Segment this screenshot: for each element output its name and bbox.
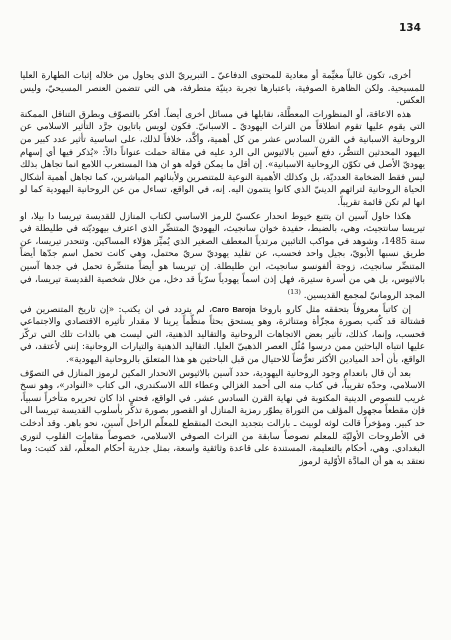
paragraph-text: ، لم يتردد في ان يكتب: «إن تاريخ المتنصرين في قشتالة قد كُتب بصورة مجزّأة ومتناثرة، وهو يستحق بحثاً منظّماً يرينا لا مقدار تأثيره الاقتصادي والاجتماعي فحسب، وإنما، كذلك، تأثير بعض الاتجاهات الروحانية والتقاليد الذهنية، التي ليست هي بالذات تلك التي تركّز عليها انتباه الباحثين ممن درسوا مُثُل العصر الذهبيّ العليا. التقاليد الذهنية والتيارات الروحانية: إنني لأعتقد، في الواقع، بأن أحد الميادين الأكثر تعرُّضاً للاحتيال من قبل الباحثين هو هذا المتعلق بالروحانية اليهودية».: [20, 304, 425, 366]
latin-name: Caro Baroja: [212, 304, 256, 314]
footnote-marker: (13): [287, 288, 301, 297]
paragraph: [20, 70, 425, 108]
page-number: 134: [399, 22, 421, 34]
paragraph-text: هكذا حاول آسين ان يتتبع خيوط انحدار عكسيّ للرمز الاساسي لكتاب المنازل للقديسة تيريسا دا بيلا، او تيريسا سانتجيث، وهي، بالضبط، حفيدة خوان سانجيث، اليهوديّ المتنصِّر الذي اعترف بيهوديّته في طليطلة في سنة 1485، وشوهد في مواكب التائبين مرتدياً المعطف الصغير الذي يُميِّز هؤلاء المساكين. وتنحدر تيريسا، عن طريق نسبها الأبويّ، بجيل واحد فحسب، عن تقليد يهوديّ سريّ محتمل، وهي كانت تحمل اسم جدّها أيضاً المتنصِّر سانجيث، زوجة ألفونسو سانجيث، ابن طليطلة. إن تيريسا هو أيضاً متنصِّرة تحمل في جدها آسين بالاثيوس، بل هي من أسرة ستيرة، فهل إذن اسماً يهودياً سرّياً قد دخل، من خلال شخصية القديسة تيريسا، في المجد الرومانيّ لمجمع القديسين.: [20, 211, 426, 302]
paragraph: [20, 368, 425, 469]
paragraph-text: هذه الاعاقة، أو المنظورات المعطَّلة، نقابلها في مسائل أخرى أيضاً. أفكر بالتصوّف وبطرق التناقل الممكنة التي يقوم عليها تقوم انطلاقاً من التراث اليهوديّ ـ الاسبانيّ. فكون لويس باتايون جرَّد التأثير الاسلامي عن الروحانية الاسبانية في القرن السادس عشر من كل أهمية، وأكَّد، خلافاً لذلك، على اساسية تأثير عدد كبير من اليهود المحدثين التنصُّر، دفع آسين بالاثيوس الى الرد عليه في مقالة حملت عنواناً دالاً: «يُذكر فيها أي إسهام يهوديّ الأصل في تكوّن الروحانية الاسبانية». إن أقل ما يمكن قوله هو ان هذا المستعرب اللامع انما تجاهل بذلك ليس فقط الضخامة العدديّة، بل وكذلك الأهمية النوعية للمتنصرين ولأبنائهم المباشرين، كما تجاهل أهمية أشكال الحياة الروحانية لتراثهم الدينيّ الذي كانوا ينتمون اليه. إنه، في الواقع، تساءل من عن الروحانية اليهودية كما لو انها لم تكن قائمة تقريباً.: [20, 109, 425, 208]
paragraph: [20, 304, 425, 367]
paragraph: [20, 109, 425, 210]
paragraph: [20, 211, 425, 303]
paragraph-text: إن كاتباً معروفاً بتحققه مثل كارو باروخا: [255, 304, 411, 315]
paragraph-text: بعد أن قال بانعدام وجود الروحانية اليهودية، حدد آسين بالاثيوس الانحدار المكين لرموز المنازل في التصوّف الاسلامي، وحدّه تقريباً، في كتاب منه الى أحمد الغزالي وعطاء الله الاسكندري، الى كتاب «النوادر»، وهو نسخ غريب للنصوص الدينية المكتوبة في نهاية القرن السادس عشر. في الواقع، فحتى اذا كان تحريره متأخراً نسبياً، فإن مقطعاً مجهول المؤلف من التوراة يطوّر رمزية المنازل او القصور بصورة تذكِّر بأسلوب القديسة تيريسا الى حد كبير. ومؤخراً قالت لوثه لوبيث ـ بارالت بتجديد البحث المنقطع للمعلّم الراحل آسين، نحو باهر. وقد أدخلت في الأطروحات الأوليّة للمعلم نصوصاً سابقة من التراث الصوفي الاسلامي، خصوصاً مقامات القلوب لنوري البغدادي. وهي، أحكام بالتعليمة، المستندة على قاعدة وثائقية واسعة، بمثل جذرية أحكام المعلِّم، لقد كتبت: وما نعتقد به هو أن المادَّة الأوّلية لرموز: [20, 368, 425, 467]
paragraph-text: أخرى، تكون غالباً مغيِّمة أو معادية للمحتوى الدفاعيّ ـ التبريريّ الذي يحاول من خلاله إثبات الطهارة العليا للمسيحية. ولكن الظاهرة الصوفية، باعتبارها تجربة دينيّة متطرفة، هي التي تتضمن العنصر المسيحيّ، وليس العكس.: [20, 71, 425, 107]
body-text: [20, 70, 425, 468]
